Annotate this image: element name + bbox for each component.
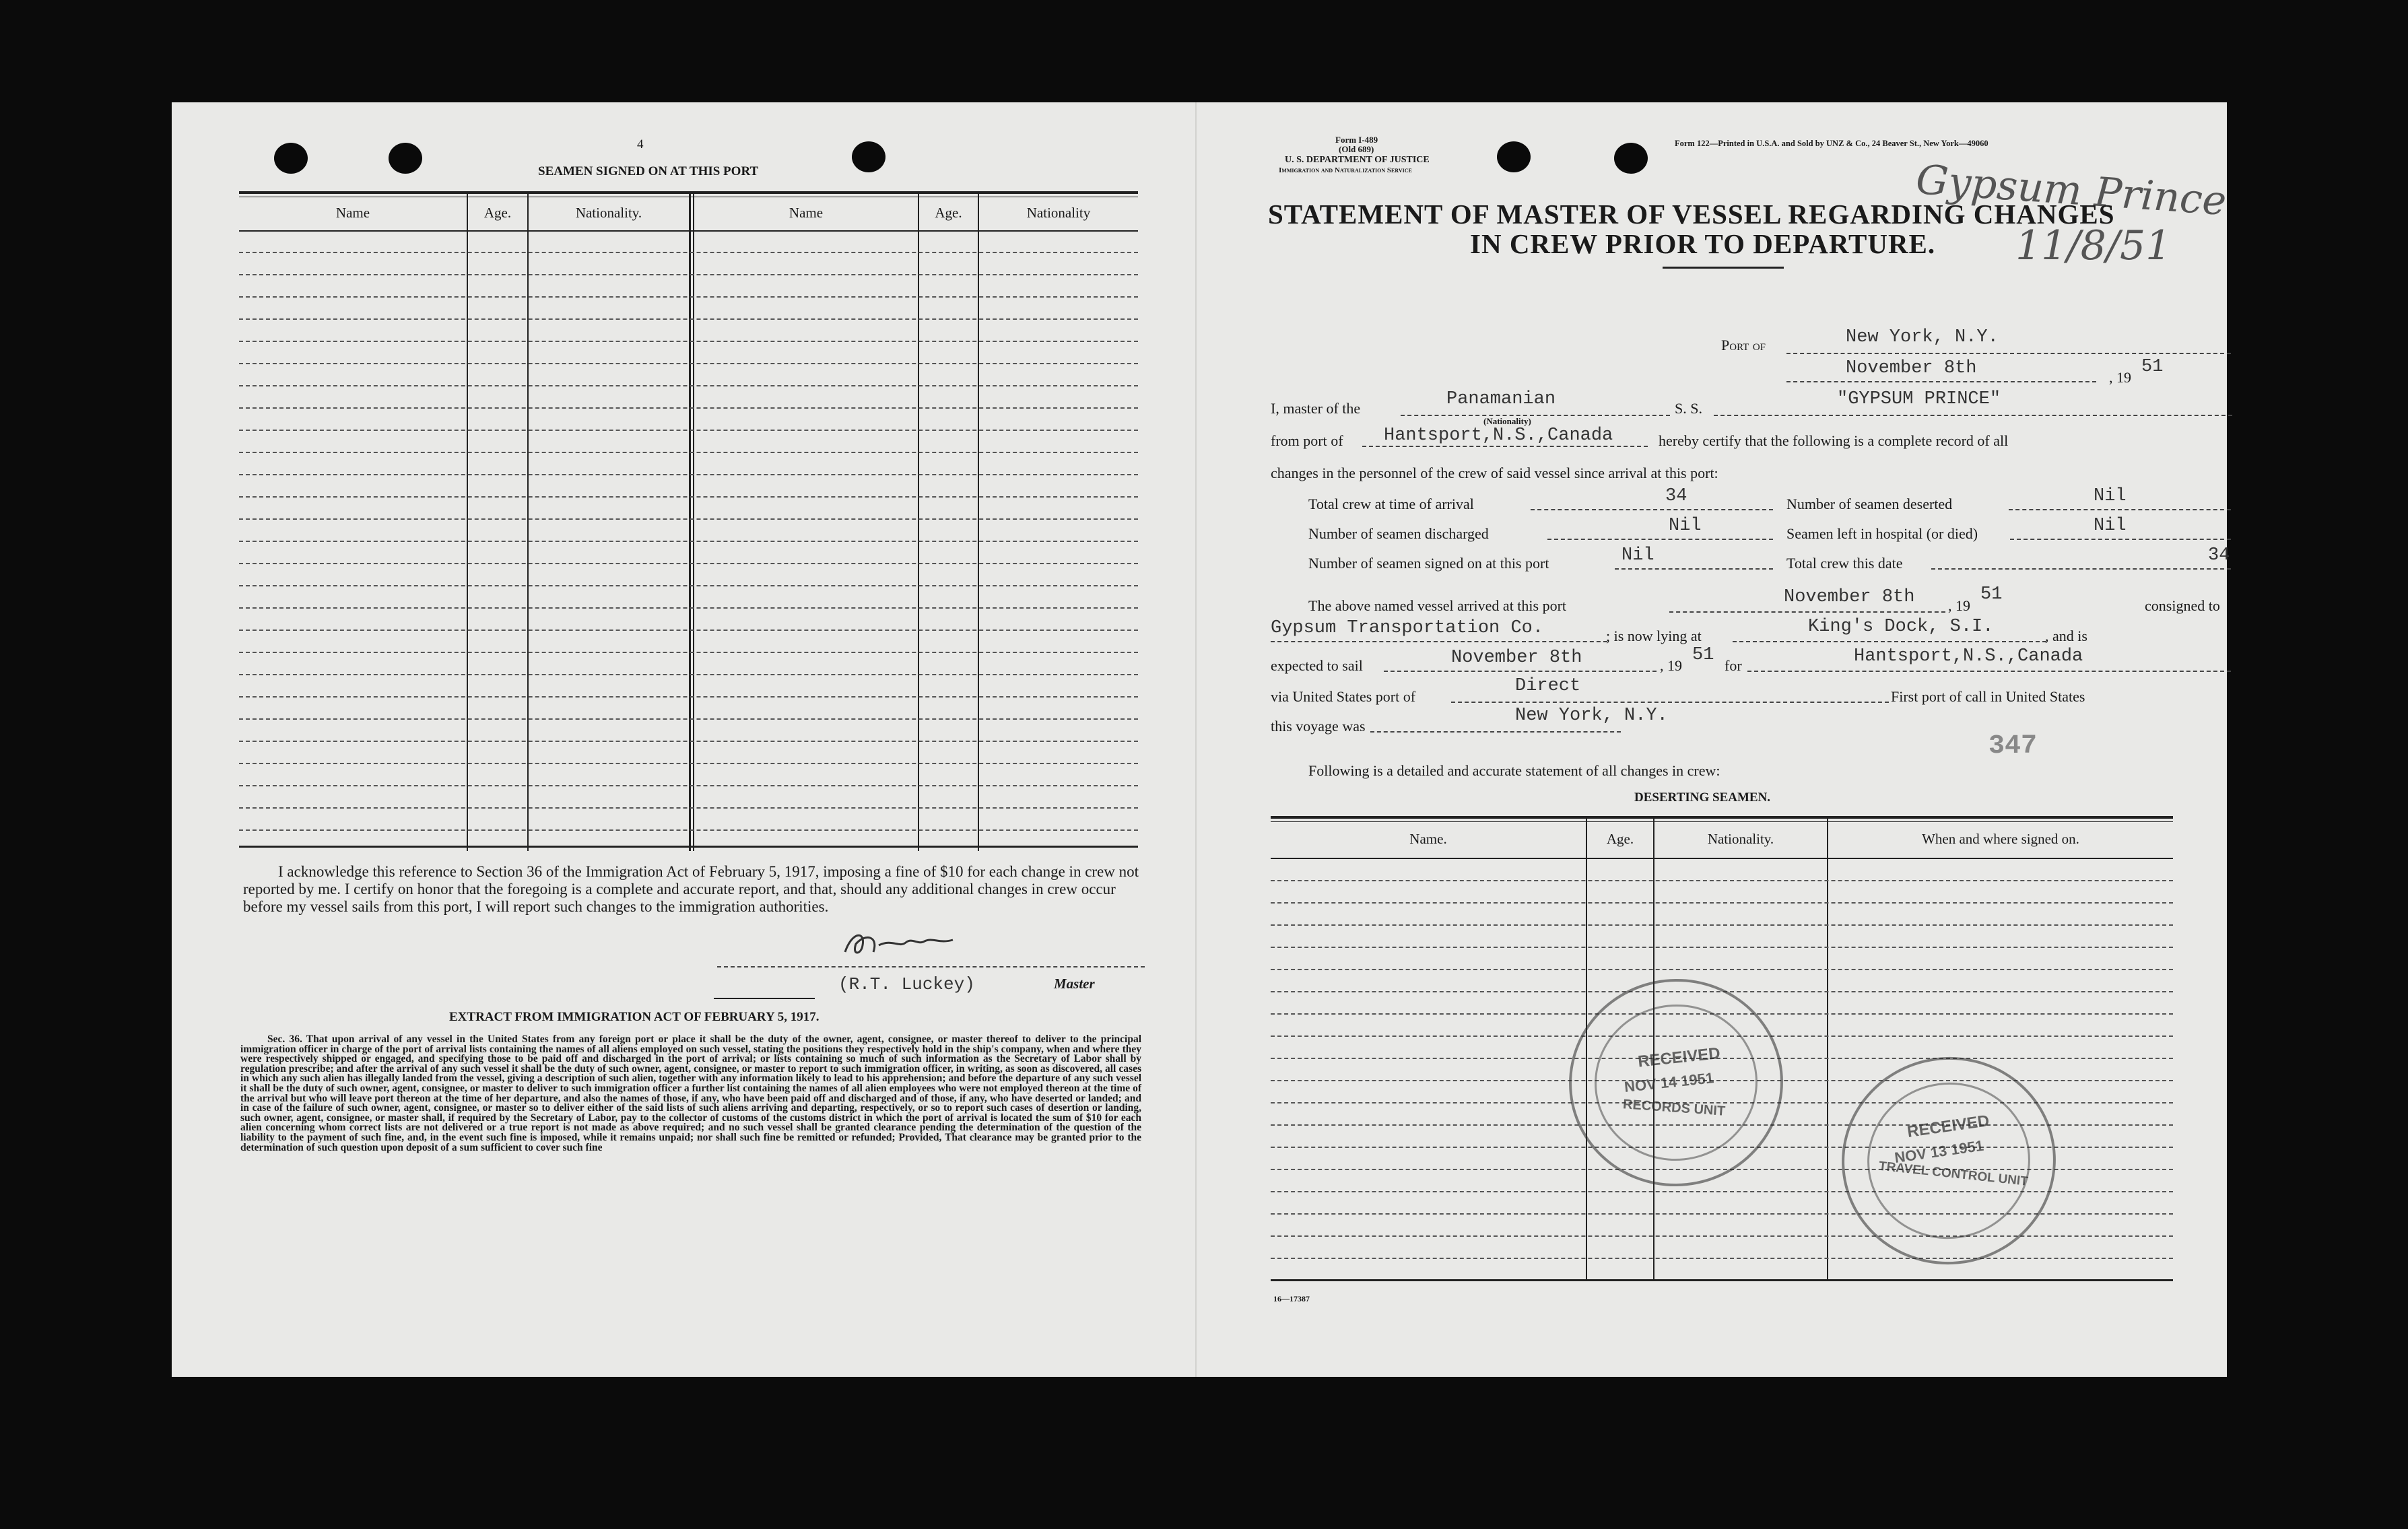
arrived-label: The above named vessel arrived at this port bbox=[1308, 597, 1567, 614]
total-date-value: 34 bbox=[2208, 545, 2230, 566]
sail-dest-line bbox=[1747, 671, 2231, 672]
consignee-line bbox=[1271, 641, 1607, 642]
blank-table-row bbox=[239, 607, 1138, 609]
blank-table-row bbox=[239, 630, 1138, 631]
blank-table-row bbox=[239, 274, 1138, 275]
column-header: Age. bbox=[1606, 831, 1634, 847]
via-label: via United States port of bbox=[1271, 688, 1416, 705]
port-value: New York, N.Y. bbox=[1846, 327, 1999, 347]
extract-text: Sec. 36. That upon arrival of any vessel in the United States from any foreign port or place it shall be the duty of the owner, agent, consignee, or master thereof to deliver to the principal immigration officer in charge of the port of arrival lists containing the names of all aliens employed on such vessel, stating the positions they respectively hold in the ship's company, when and where they were respectively shipped or engaged, and specifying those to be paid off and discharged in the port of arrival; or lists containing so much of such information as the Secretary of Labor shall by regulation prescribe; and after the arrival of any such vessel it shall be the duty of such owner, agent, consignee, or master to report to such immigration officer, in writing, as soon as discovered, all cases in which any such alien has illegally landed from the vessel, giving a description of such alien, together with any information likely to lead to his apprehension; and before the departure of any such vessel it shall be the duty of such owner, agent, consignee, or master to deliver to such immigration officer a further list containing the names of all alien employees who were not employed thereon at the time of the arrival but who will leave port thereon at the time of her departure, and also the names of those, if any, who have been paid off and discharged and of those, if any, who have deserted or landed; and in case of the failure of such owner, agent, consignee, or master so to deliver either of the said lists of such aliens arriving and departing, respectively, or so to report such cases of desertion or landing, such owner, agent, consignee, or master shall, if required by the Secretary of Labor, pay to the collector of customs of the customs district in which the port of arrival is located the sum of $10 for each alien concerning whom correct lists are not delivered or a true report is not made as above required; and no such vessel shall be granted clearance pending the determination of the question of the liability to the payment of such fine, and, in the event such fine is imposed, while it remains unpaid; nor shall such fine be remitted or refunded; Provided, That clearance may be granted prior to the determination of such question upon deposit of a sum sufficient to cover such fine bbox=[240, 1033, 1141, 1153]
blank-table-row bbox=[239, 496, 1138, 498]
blank-table-row bbox=[239, 585, 1138, 586]
voyage-value: New York, N.Y. bbox=[1515, 706, 1668, 726]
lying-line bbox=[1733, 641, 2046, 642]
blank-table-row bbox=[239, 541, 1138, 542]
ss-label: S. S. bbox=[1675, 400, 1702, 417]
signed-on-table bbox=[239, 191, 1138, 851]
punch-hole bbox=[1497, 141, 1531, 172]
signer-name: (R.T. Luckey) bbox=[838, 974, 975, 994]
column-header: Nationality bbox=[1026, 205, 1091, 221]
deserted-line bbox=[2009, 509, 2231, 510]
column-header: Nationality. bbox=[575, 205, 642, 221]
punch-hole bbox=[852, 141, 885, 172]
arrived-date: November 8th bbox=[1784, 587, 1915, 607]
deserted-value: Nil bbox=[2094, 486, 2127, 506]
master-label: I, master of the bbox=[1271, 400, 1361, 417]
certify-text-2: changes in the personnel of the crew of said vessel since arrival at this port: bbox=[1271, 465, 1718, 481]
column-header: Name. bbox=[1409, 831, 1447, 847]
sail-date: November 8th bbox=[1451, 648, 1582, 668]
hospital-line bbox=[2010, 539, 2231, 540]
total-date-label: Total crew this date bbox=[1786, 555, 1903, 572]
blank-table-row bbox=[239, 652, 1138, 653]
arrived-year: 51 bbox=[1980, 584, 2003, 605]
sail-year: 51 bbox=[1692, 645, 1714, 665]
blank-table-row bbox=[239, 563, 1138, 564]
report-year: 51 bbox=[2141, 357, 2164, 377]
vessel-line bbox=[1714, 415, 2232, 416]
divider bbox=[714, 998, 815, 999]
expected-label: expected to sail bbox=[1271, 657, 1363, 674]
deserted-label: Number of seamen deserted bbox=[1786, 496, 1953, 512]
for-label: for bbox=[1725, 657, 1742, 674]
voyage-label: this voyage was bbox=[1271, 718, 1366, 735]
punch-hole bbox=[389, 143, 422, 174]
form-number: Form I-489 bbox=[1335, 135, 1378, 145]
blank-table-row bbox=[239, 407, 1138, 409]
punch-hole bbox=[274, 143, 308, 174]
page-fold bbox=[1195, 102, 1197, 1377]
via-line bbox=[1451, 702, 1889, 703]
lying-value: King's Dock, S.I. bbox=[1808, 617, 1994, 637]
blank-table-row bbox=[239, 674, 1138, 675]
signed-on-value: Nil bbox=[1621, 545, 1654, 566]
blank-table-row bbox=[239, 363, 1138, 364]
port-line bbox=[1786, 353, 2231, 354]
total-arrival-label: Total crew at time of arrival bbox=[1308, 496, 1474, 512]
form-title-line1: STATEMENT OF MASTER OF VESSEL REGARDING CHANGES bbox=[1268, 199, 2115, 230]
signed-on-label: Number of seamen signed on at this port bbox=[1308, 555, 1549, 572]
discharged-line bbox=[1547, 539, 1773, 540]
footer-code: 16—17387 bbox=[1273, 1294, 1310, 1303]
blank-table-row bbox=[1271, 1258, 2173, 1259]
nationality-value: Panamanian bbox=[1446, 389, 1556, 409]
signer-title: Master bbox=[1054, 976, 1095, 992]
service-name: Immigration and Naturalization Service bbox=[1279, 166, 1412, 174]
following-text: Following is a detailed and accurate statement of all changes in crew: bbox=[1308, 762, 1720, 779]
blank-table-row bbox=[1271, 902, 2173, 904]
master-signature bbox=[838, 925, 973, 965]
column-header: Name bbox=[335, 205, 370, 221]
blank-table-row bbox=[239, 385, 1138, 386]
department-name: U. S. DEPARTMENT OF JUSTICE bbox=[1285, 155, 1430, 165]
stamped-number: 347 bbox=[1988, 731, 2038, 761]
blank-table-row bbox=[239, 518, 1138, 520]
blank-table-row bbox=[1271, 969, 2173, 970]
sail-date-line bbox=[1384, 671, 1657, 672]
blank-table-row bbox=[1271, 947, 2173, 948]
document-sheet bbox=[172, 102, 2230, 1377]
section-title: SEAMEN SIGNED ON AT THIS PORT bbox=[538, 164, 759, 178]
stamp-received: RECEIVED bbox=[1906, 1112, 1991, 1142]
from-port-value: Hantsport,N.S.,Canada bbox=[1384, 426, 1613, 446]
via-value: Direct bbox=[1515, 676, 1581, 696]
arrived-line bbox=[1669, 611, 1945, 613]
hospital-label: Seamen left in hospital (or died) bbox=[1786, 525, 1978, 542]
stamp-received: RECEIVED bbox=[1637, 1044, 1721, 1071]
sail-destination: Hantsport,N.S.,Canada bbox=[1854, 646, 2083, 667]
discharged-label: Number of seamen discharged bbox=[1308, 525, 1489, 542]
punch-hole bbox=[1614, 143, 1648, 174]
blank-table-row bbox=[1271, 880, 2173, 881]
signed-on-line bbox=[1615, 568, 1773, 570]
consignee: Gypsum Transportation Co. bbox=[1271, 618, 1544, 638]
printer-note: Form 122—Printed in U.S.A. and Sold by UNZ & Co., 24 Beaver St., New York—49060 bbox=[1675, 139, 1988, 148]
blank-table-row bbox=[1271, 1235, 2173, 1237]
blank-table-row bbox=[239, 474, 1138, 475]
page-number: 4 bbox=[637, 137, 644, 151]
report-date: November 8th bbox=[1846, 358, 1977, 378]
handwritten-date: 11/8/51 bbox=[2015, 222, 2172, 269]
column-header: Nationality. bbox=[1707, 831, 1774, 847]
stamp-date: NOV 14 1951 bbox=[1623, 1069, 1715, 1095]
blank-table-row bbox=[239, 763, 1138, 764]
column-header: Age. bbox=[935, 205, 962, 221]
blank-table-row bbox=[239, 785, 1138, 786]
blank-table-row bbox=[239, 718, 1138, 720]
total-arrival-value: 34 bbox=[1665, 486, 1687, 506]
and-is-label: , and is bbox=[2045, 627, 2087, 644]
total-date-line bbox=[1931, 568, 2231, 570]
deserting-title: DESERTING SEAMEN. bbox=[1634, 790, 1771, 805]
stamp-unit: RECORDS UNIT bbox=[1622, 1097, 1726, 1119]
blank-table-row bbox=[239, 452, 1138, 453]
discharged-value: Nil bbox=[1669, 516, 1702, 536]
signature-line bbox=[717, 966, 1145, 967]
blank-table-row bbox=[239, 252, 1138, 253]
vessel-name: "GYPSUM PRINCE" bbox=[1837, 389, 2001, 409]
from-port-label: from port of bbox=[1271, 432, 1343, 449]
blank-table-row bbox=[239, 829, 1138, 831]
blank-table-row bbox=[239, 696, 1138, 698]
first-port-label: First port of call in United States bbox=[1891, 688, 2085, 705]
nationality-caption: (Nationality) bbox=[1483, 416, 1531, 426]
column-header: When and where signed on. bbox=[1922, 831, 2079, 847]
stamp-date: NOV 13 1951 bbox=[1893, 1136, 1985, 1167]
port-label: Port of bbox=[1721, 337, 1766, 353]
blank-table-row bbox=[239, 741, 1138, 742]
total-arrival-line bbox=[1531, 509, 1773, 510]
blank-table-row bbox=[239, 430, 1138, 431]
certify-text: hereby certify that the following is a complete record of all bbox=[1659, 432, 2009, 449]
blank-table-row bbox=[239, 341, 1138, 342]
stamp-unit: TRAVEL CONTROL UNIT bbox=[1878, 1159, 2029, 1189]
from-port-line bbox=[1362, 446, 1648, 447]
consigned-label: consigned to bbox=[2145, 597, 2220, 614]
form-old-number: (Old 689) bbox=[1339, 144, 1374, 154]
handwritten-vessel-name: Gypsum Prince bbox=[1914, 156, 2228, 226]
hospital-value: Nil bbox=[2094, 516, 2127, 536]
sail-year-prefix: , 19 bbox=[1660, 657, 1682, 674]
acknowledgement-text: I acknowledge this reference to Section 36 of the Immigration Act of February 5, 1917, imposing a fine of $10 for each change in crew not reported by me. I certify on honor that the foregoing is a complete and accurate report, and that, should any additional changes in crew occur before my vessel sails from this port, I will report such changes to the immigration authorities. bbox=[243, 863, 1139, 915]
column-header: Name bbox=[789, 205, 824, 221]
title-underline bbox=[1663, 267, 1784, 269]
extract-title: EXTRACT FROM IMMIGRATION ACT OF FEBRUARY 5, 1917. bbox=[449, 1010, 820, 1024]
date-line bbox=[1786, 381, 2096, 382]
form-title-line2: IN CREW PRIOR TO DEPARTURE. bbox=[1470, 228, 1936, 259]
column-header: Age. bbox=[483, 205, 512, 221]
year-prefix: , 19 bbox=[2109, 369, 2131, 386]
blank-table-row bbox=[239, 296, 1138, 298]
blank-table-row bbox=[239, 318, 1138, 320]
blank-table-row bbox=[239, 807, 1138, 809]
lying-label: ; is now lying at bbox=[1606, 627, 1702, 644]
voyage-line bbox=[1370, 731, 1621, 733]
nationality-line bbox=[1401, 415, 1670, 416]
arrived-year-prefix: , 19 bbox=[1948, 597, 1970, 614]
blank-table-row bbox=[1271, 924, 2173, 926]
